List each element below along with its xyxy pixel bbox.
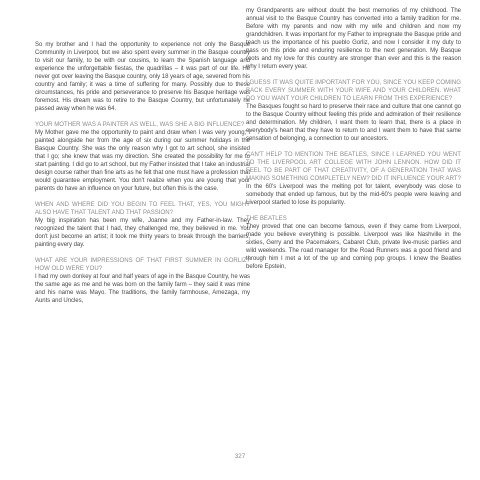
answer-mother-painter: My Mother gave me the opportunity to paint and draw when I was very young; I painted alongside her from the age of six during our summer holidays in the Basque Country. She was the only reason why I got to art school, she insisted that I go; she knew that was my direction. She created the possibility for me to start painting. I did go to art school, but my Father insisted that I take an industrial design course rather than fine arts as he felt that one must have a profession that would guarantee employment. You don't realize when you are young that your parents do have an influence on your future, but often this is the case. xyxy=(35,130,250,192)
question-beatles-college: CAN'T HELP TO MENTION THE BEATLES, SINCE I LEARNED YOU WENT TO THE LIVERPOOL ART COLLEGE WITH JOHN LENNON. HOW DID IT FEEL TO BE PART OF THAT CREATIVITY, OF A GENERATION THAT WAS MAKING SOMETHING COMPLETELY NEW? DID IT INFLUENCE YOUR ART? xyxy=(246,152,461,182)
answer-first-summer: I had my own donkey at four and half years of age in the Basque Country, he was the same age as me and he was born on the family farm – they said it was mine and his name was Mayo. The traditions, the family farmhouse, Amezaga, my Aunts and Uncles, xyxy=(35,274,250,304)
answer-children-learn: The Basques fought so hard to preserve their race and culture that one cannot go to the Basque Country without feeling this pride and admiration of their resilience and determination. My children, I want them to learn that, there is a place in everybody's heart that they have to return to and I want them to have that same sensation of belonging, a connection to our ancestors. xyxy=(246,104,461,142)
intro-paragraph: So my brother and I had the opportunity to experience not only the Basque Community in Liverpool, but we also spent every summer in the Basque country to visit our family, to be with our cousins, to learn the Spanish language and experience the unforgettable fiestas, the quadrillas – it was part of our life. He never got over leaving the Basque country, only 18 years of age, severed from his country and family; it was a time of suffering for many. Possibly due to these circumstances, his pride and perseverance to preserve his Basque heritage was foremost. His dream was to retire to the Basque Country, but unfortunately he passed away when he was 64. xyxy=(35,42,250,112)
question-children-learn: I GUESS IT WAS QUITE IMPORTANT FOR YOU, SINCE YOU KEEP COMING BACK EVERY SUMMER WITH YOUR WIFE AND YOUR CHILDREN. WHAT DO YOU WANT YOUR CHILDREN TO LEARN FROM THIS EXPERIENCE? xyxy=(246,80,461,102)
right-column xyxy=(246,7,461,271)
answer-beatles: They proved that one can become famous, even if they came from Liverpool, made you believe everything is possible. Liverpool was like Nashville in the sixties, Gerry and the Pacemakers, Cabaret Club, private live-music parties and wild weekends. The road manager for the Road Runners was a good friend and through him I met a lot of the up and coming pop groups. I knew the Beatles before Epstein, xyxy=(246,224,461,270)
section-heading-beatles: THE BEATLES xyxy=(246,216,287,222)
answer-talent-passion: My big inspiration has been my wife, Joanne and my Father-in-law. They recognized the talent that I had, they challenged me, they believed in me. You don't just become an artist; it took me thirty years to break through the barriers, painting every day. xyxy=(35,218,250,248)
question-talent-passion: WHEN AND WHERE DID YOU BEGIN TO FEEL THAT, YES, YOU MIGHT ALSO HAVE THAT TALENT AND THAT PASSION? xyxy=(35,202,250,216)
left-column xyxy=(35,41,250,305)
question-mother-painter: YOUR MOTHER WAS A PAINTER AS WELL, WAS SHE A BIG INFLUENCE? xyxy=(35,122,245,128)
answer-beatles-college: In the 60's Liverpool was the melting pot for talent, everybody was close to somebody that ended up famous, but by the mid-60's people were leaving and Liverpool started to lose its popularity. xyxy=(246,184,461,206)
question-first-summer: WHAT ARE YOUR IMPRESSIONS OF THAT FIRST SUMMER IN GORLIZ? HOW OLD WERE YOU? xyxy=(35,258,250,272)
page-number: 327 xyxy=(234,453,246,460)
grandparents-paragraph: my Grandparents are without doubt the best memories of my childhood. The annual visit to the Basque Country has converted into a family tradition for me. Before with my parents and now with my wife and children and now my grandchildren. It was important for my Father to impregnate the Basque pride and teach us the importance of his pueblo Gorliz, and now I consider it my duty to pass on this pride and enduring resilience to the next generation. My Basque roots and my love for this country are stronger than ever and this is the reason why I return every year. xyxy=(246,8,461,70)
